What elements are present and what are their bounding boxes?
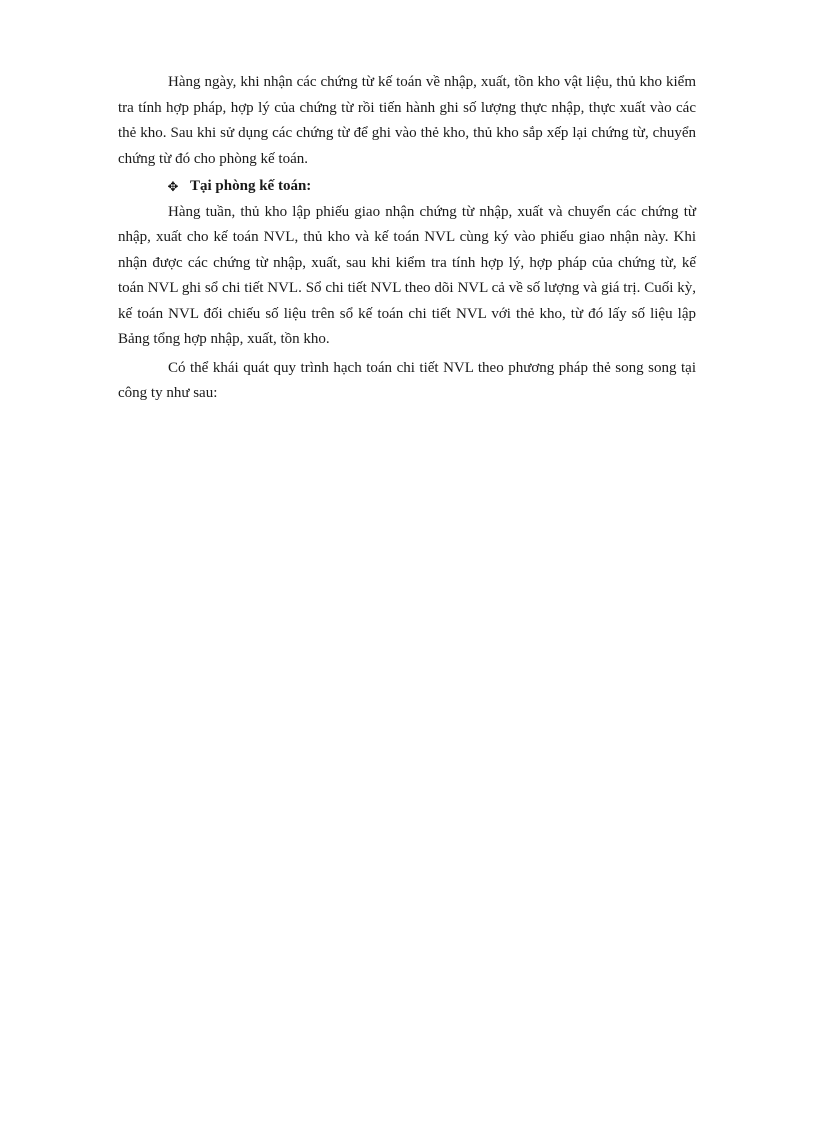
diamond-bullet-icon: ✥ [167, 179, 179, 194]
section-heading-text: Tại phòng kế toán: [190, 178, 312, 194]
paragraph-daily-procedure: Hàng ngày, khi nhận các chứng từ kế toán về nhập, xuất, tồn kho vật liệu, thủ kho kiểm tra tính hợp pháp, hợp lý của chứng từ rồi tiến hành ghi số lượng thực nhập, thực xuất vào các thẻ kho. Sau khi sử dụng các chứng từ để ghi vào thẻ kho, thủ kho sắp xếp lại chứng từ, chuyển chứng từ đó cho phòng kế toán. [118, 74, 696, 167]
paragraph-weekly-procedure: Hàng tuần, thủ kho lập phiếu giao nhận chứng từ nhập, xuất và chuyển các chứng từ nhập, xuất cho kế toán NVL, thủ kho và kế toán NVL cùng ký vào phiếu giao nhận này. Khi nhận được các chứng từ nhập, xuất, sau khi kiểm tra tính hợp lý, hợp pháp của chứng từ, kế toán NVL ghi sổ chi tiết NVL. Sổ chi tiết NVL theo dõi NVL cả về số lượng và giá trị. Cuối kỳ, kế toán NVL đối chiếu số liệu trên sổ kế toán chi tiết NVL với thẻ kho, từ đó lấy số liệu lập Bảng tổng hợp nhập, xuất, tồn kho. [118, 203, 696, 347]
section-heading [118, 174, 696, 200]
paragraph-summary: Có thể khái quát quy trình hạch toán chi tiết NVL theo phương pháp thẻ song song tại công ty như sau: [118, 359, 696, 401]
document-body [118, 70, 696, 407]
